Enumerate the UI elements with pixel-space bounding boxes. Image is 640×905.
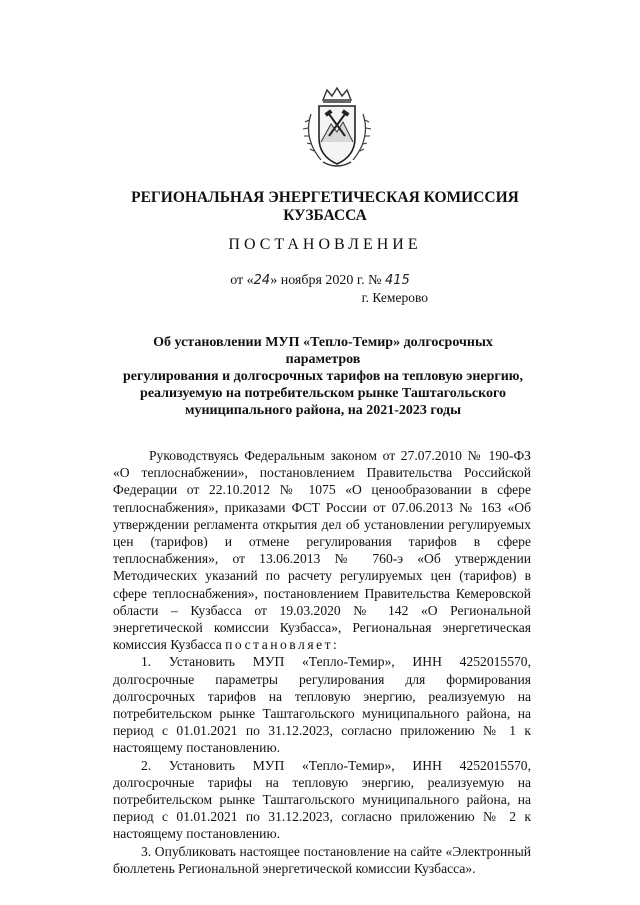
document-body <box>113 447 531 877</box>
city-line <box>120 290 500 306</box>
document-title <box>118 334 528 419</box>
title-line-3: реализуемую на потребительском рынке Таштагольского <box>140 386 506 401</box>
date-prefix: от « <box>230 273 254 288</box>
item-3-paragraph: 3. Опубликовать настоящее постановление на сайте «Электронный бюллетень Региональной энергетической комиссии Кузбасса». <box>113 843 531 876</box>
city-name: г. Кемерово <box>361 290 428 305</box>
date-middle: » ноября 2020 г. № <box>270 273 382 288</box>
preamble-paragraph <box>113 447 531 653</box>
authority-line-1: РЕГИОНАЛЬНАЯ ЭНЕРГЕТИЧЕСКАЯ КОМИССИЯ <box>131 189 519 206</box>
item-2-paragraph: 2. Установить МУП «Тепло-Темир», ИНН 4252015570, долгосрочные тарифы на тепловую энергию, реализуемую на потребительском рынке Таштагольского муниципального района, на период с 01.01.2021 по 31.12.2023, согласно приложению № 2 к настоящему постановлению. <box>113 757 531 842</box>
issuing-authority <box>120 189 530 225</box>
handwritten-day: 24 <box>253 273 271 288</box>
title-line-2: регулирования и долгосрочных тарифов на тепловую энергию, <box>122 369 524 384</box>
item-1-paragraph: 1. Установить МУП «Тепло-Темир», ИНН 4252015570, долгосрочные параметры регулирования для формирования долгосрочных тарифов на тепловую энергию, реализуемую на потребительском рынке Таштагольского муниципального района, на период с 01.01.2021 по 31.12.2023, согласно приложению № 1 к настоящему постановлению. <box>113 654 531 756</box>
preamble-text: Руководствуясь Федеральным законом от 27.07.2010 № 190-ФЗ «О теплоснабжении», постановлением Правительства Российской Федерации от 22.10.2012 № 1075 «О ценообразовании в сфере теплоснабжения», приказами ФСТ России от 07.06.2013 № 163 «Об утверждении регламента открытия дел об установлении регулируемых цен (тарифов) и отмене регулирования тарифов в сфере теплоснабжения», от 13.06.2013 № 760-э «Об утверждении Методических указаний по расчету регулируемых цен (тарифов) в сфере теплоснабжения», постановлением Правительства Кемеровской области – Кузбасса от 19.03.2020 № 142 «О Региональной энергетической комиссии Кузбасса», Региональная энергетическая комиссия Кузбасса <box>113 448 531 653</box>
title-line-4: муниципального района, на 2021-2023 годы <box>184 403 462 418</box>
document-type: ПОСТАНОВЛЕНИЕ <box>228 236 422 253</box>
handwritten-number: 415 <box>384 273 410 288</box>
decree-word: постановляет: <box>225 637 340 653</box>
authority-line-2: КУЗБАССА <box>283 207 367 224</box>
coat-of-arms-icon <box>299 86 375 170</box>
title-line-1: Об установлении МУП «Тепло-Темир» долгосрочных параметров <box>153 335 493 367</box>
document-date-line <box>120 273 520 289</box>
